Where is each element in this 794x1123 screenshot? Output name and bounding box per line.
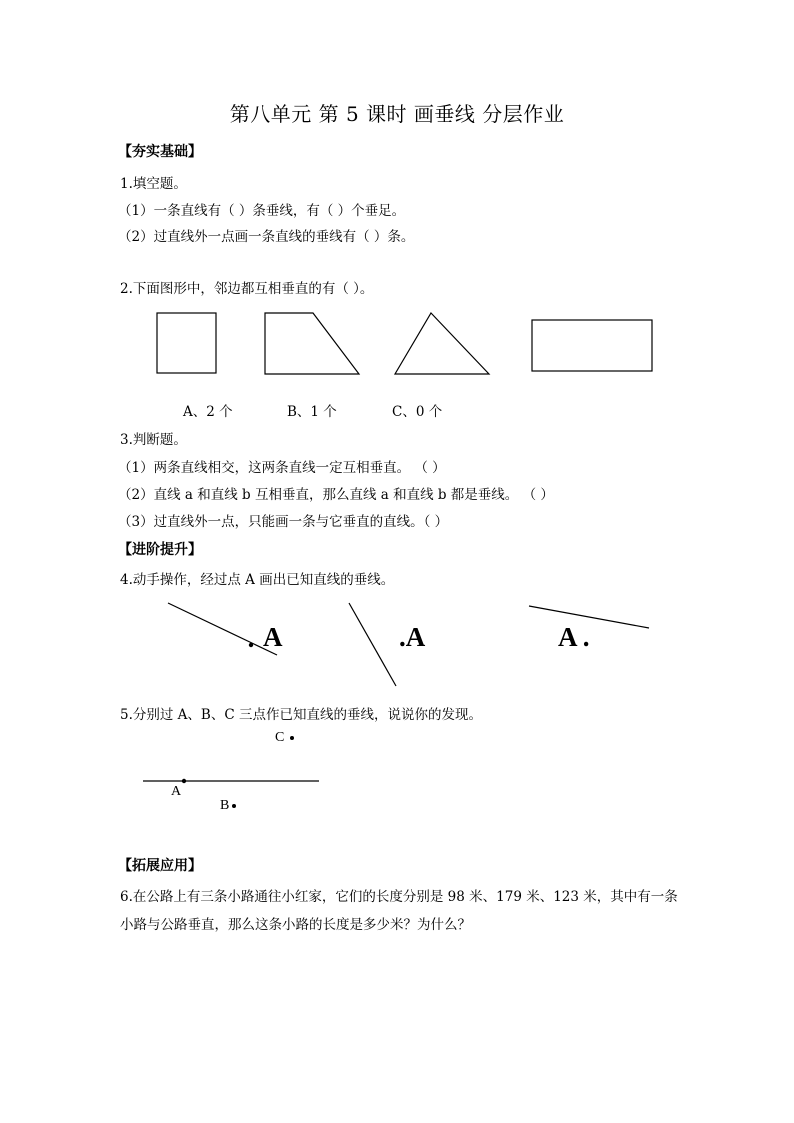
q5-label-a: A	[171, 784, 182, 799]
q5-label-b: B	[220, 798, 230, 813]
section-heading-basic: 【夯实基础】	[118, 144, 202, 160]
question-1-item-1: （1）一条直线有（ ）条垂线，有（ ）个垂足。	[118, 203, 406, 219]
trapezoid-shape	[265, 313, 359, 374]
q5-point-a	[182, 779, 186, 783]
question-3-item-2: （2）直线 a 和直线 b 互相垂直，那么直线 a 和直线 b 都是垂线。 （ ）	[118, 487, 554, 503]
q4-point-1	[249, 643, 253, 647]
question-6-line-1: 6.在公路上有三条小路通往小红家，它们的长度分别是 98 米、179 米、123 米，其中有一条	[120, 889, 678, 905]
question-1-stem: 1.填空题。	[120, 176, 187, 192]
section-heading-advanced: 【进阶提升】	[118, 542, 202, 558]
q5-label-c: C	[275, 730, 285, 745]
q5-point-c	[290, 736, 294, 740]
q5-point-b	[232, 804, 236, 808]
question-2-stem: 2.下面图形中，邻边都互相垂直的有（ ）。	[120, 281, 374, 297]
question-5-stem: 5.分别过 A、B、C 三点作已知直线的垂线，说说你的发现。	[120, 707, 482, 723]
q4-label-2: .A	[399, 622, 426, 652]
square-shape	[157, 313, 216, 373]
question-3-item-1: （1）两条直线相交，这两条直线一定互相垂直。 （ ）	[118, 460, 446, 476]
option-a: A、2 个	[183, 404, 233, 420]
question-6-line-2: 小路与公路垂直，那么这条小路的长度是多少米？为什么？	[120, 917, 471, 933]
section-heading-extension: 【拓展应用】	[118, 858, 202, 874]
question-4-stem: 4.动手操作，经过点 A 画出已知直线的垂线。	[120, 572, 395, 588]
question-3-item-3: （3）过直线外一点，只能画一条与它垂直的直线。（ ）	[118, 514, 449, 530]
q4-line-1	[168, 603, 277, 655]
rectangle-shape	[532, 320, 652, 371]
q4-label-3: A .	[558, 622, 590, 652]
question-3-stem: 3.判断题。	[120, 432, 187, 448]
page-title: 第八单元 第 5 课时 画垂线 分层作业	[229, 102, 565, 126]
q4-label-1: A	[263, 622, 283, 652]
triangle-shape	[395, 313, 489, 374]
option-b: B、1 个	[287, 404, 337, 420]
option-c: C、0 个	[392, 404, 443, 420]
question-1-item-2: （2）过直线外一点画一条直线的垂线有（ ）条。	[118, 229, 415, 245]
q4-line-2	[349, 603, 396, 686]
